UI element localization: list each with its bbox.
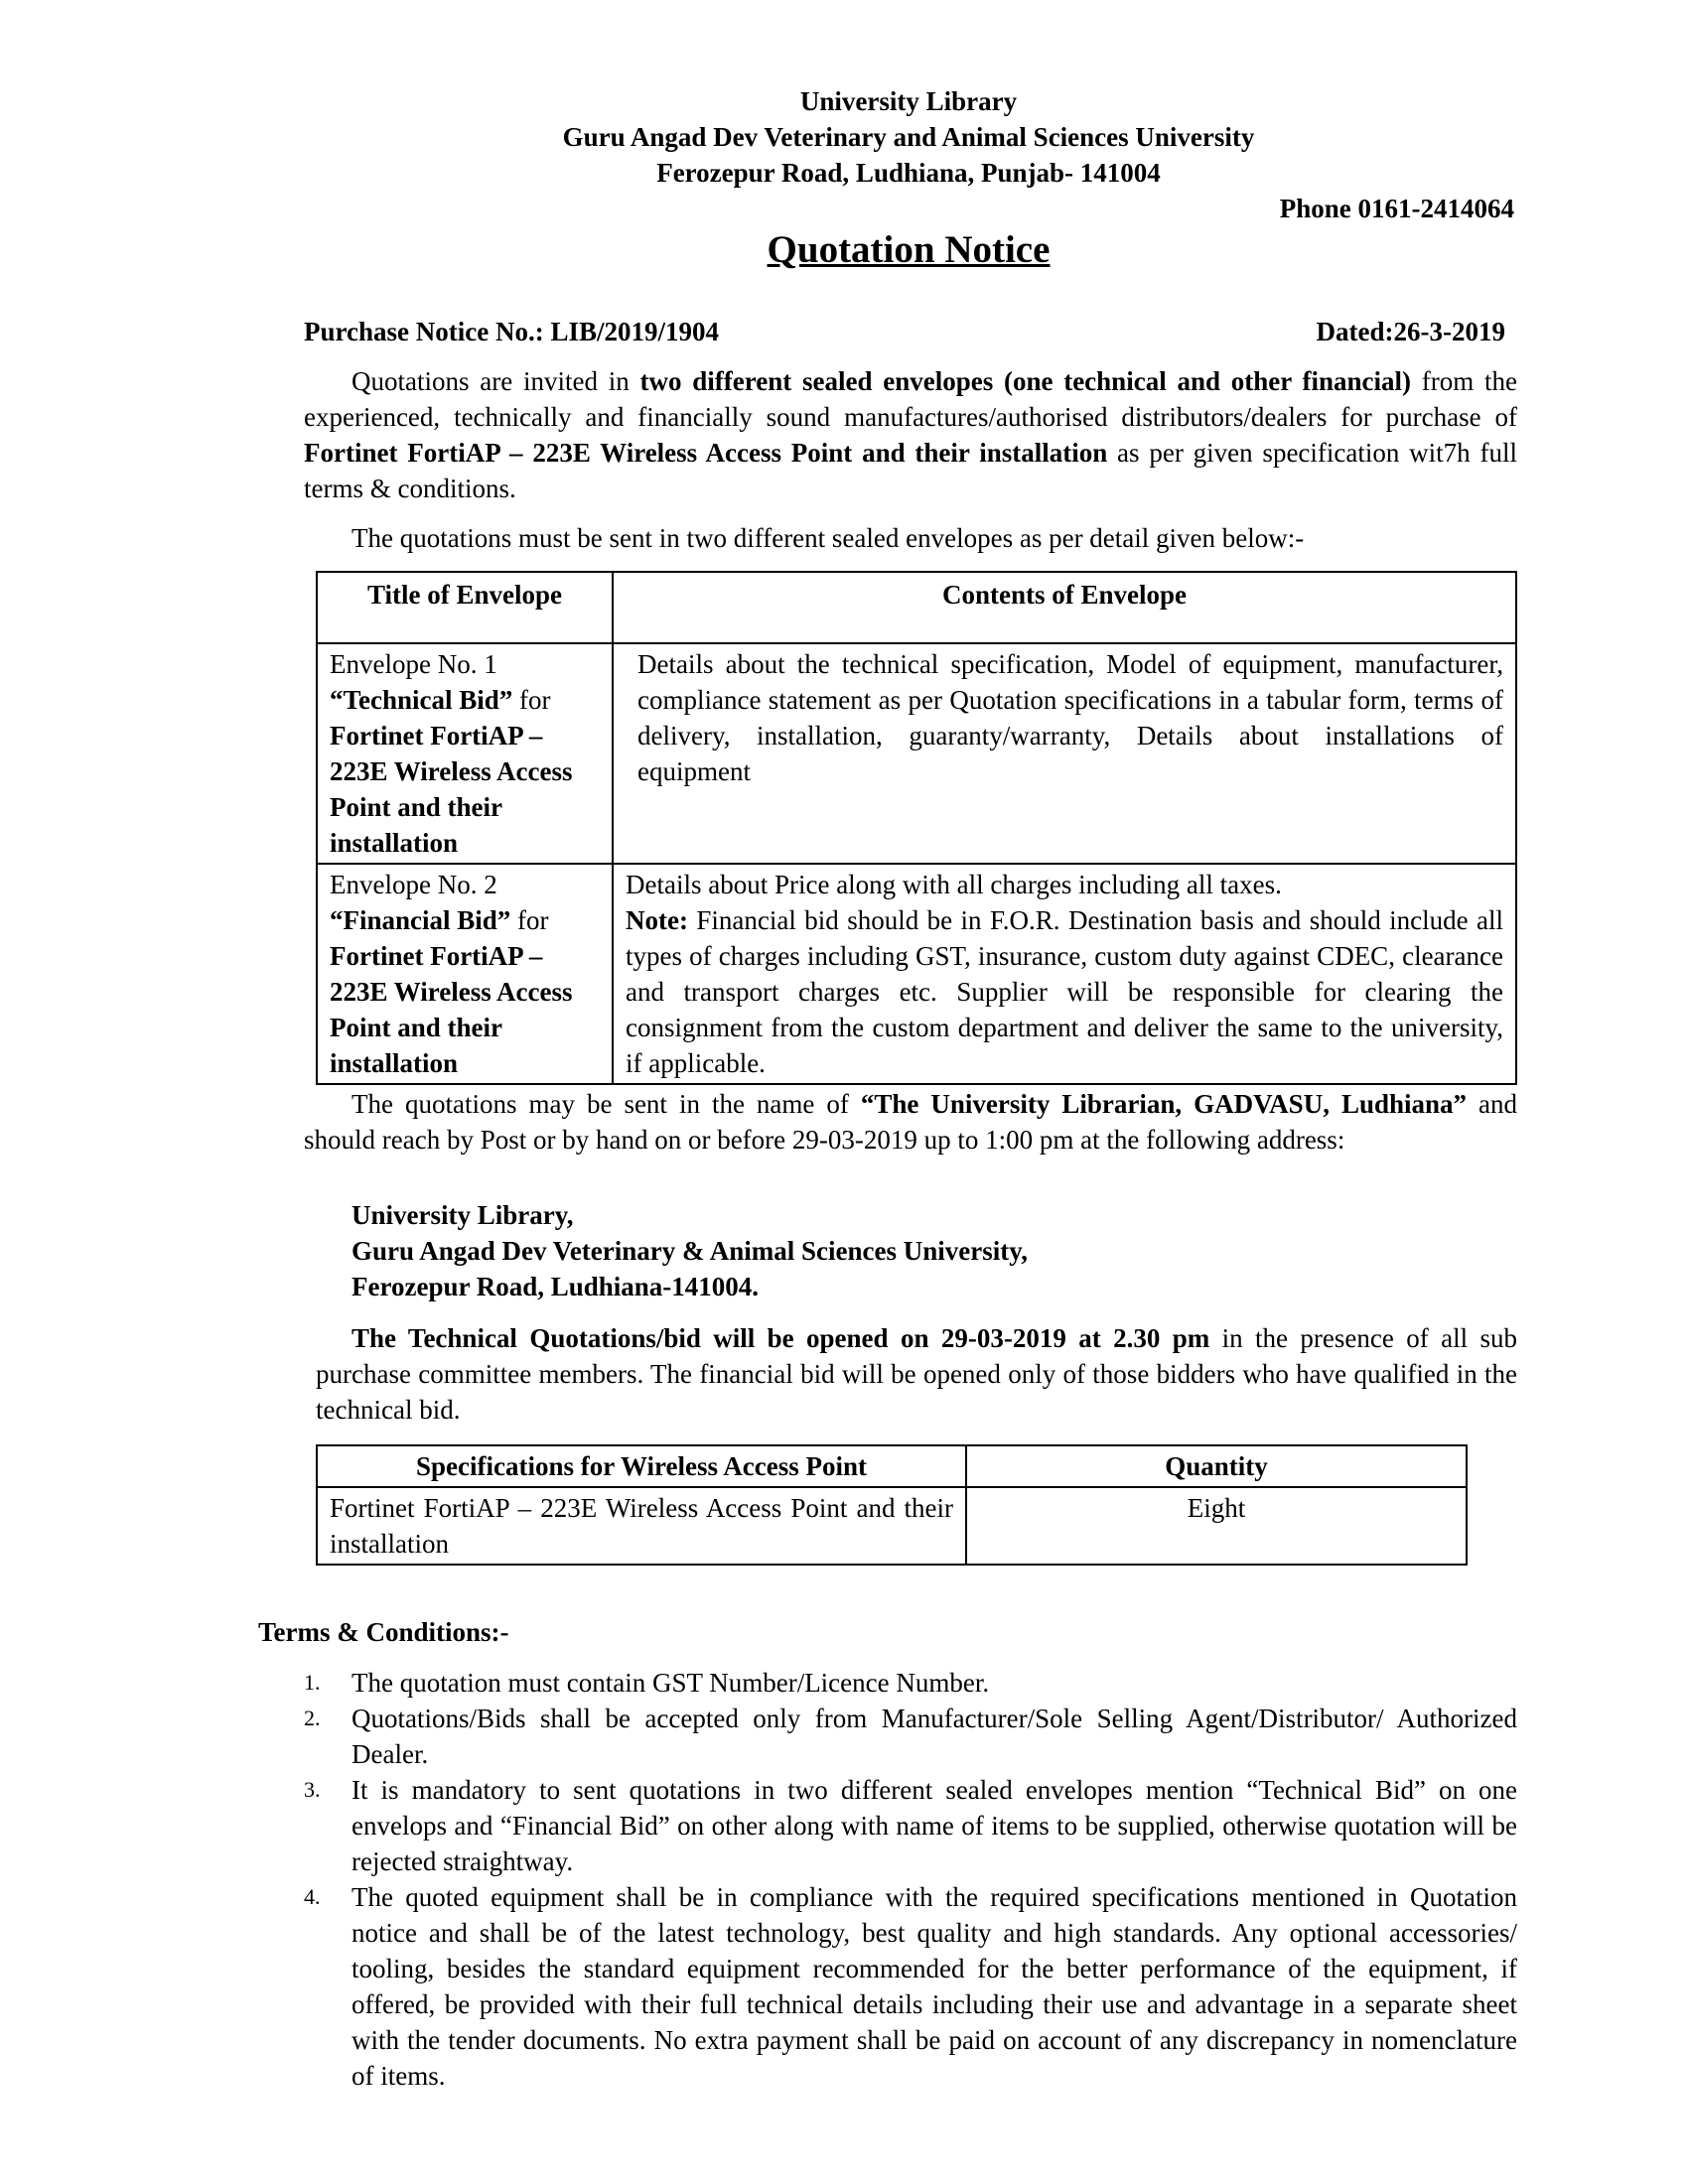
spec-header: Specifications for Wireless Access Point [317, 1445, 966, 1487]
list-item [304, 1772, 1517, 1879]
spec-cell: Fortinet FortiAP – 223E Wireless Access Point and their installation [317, 1487, 966, 1565]
envelope-2-for: for [510, 905, 549, 935]
term-number: 2. [304, 1706, 321, 1730]
term-text: It is mandatory to sent quotations in two different sealed envelopes mention “Technical Bid” on one envelops and “Financial Bid” on other along with name of items to be supplied, otherwise quotation will be rejected straightway. [352, 1775, 1517, 1876]
envelope-1-contents: Details about the technical specification, Model of equipment, manufacturer, compliance statement as per Quotation specifications in a tabular form, terms of delivery, installation, guaranty/warranty, Details about installations of equipment [613, 643, 1516, 864]
envelope-title-header: Title of Envelope [317, 572, 613, 643]
envelope-2-contents-text: Details about Price along with all charges including all taxes. [626, 870, 1282, 899]
address-line-1: University Library, [352, 1200, 574, 1230]
table-row [317, 864, 1516, 1084]
terms-list [304, 1665, 1517, 2094]
envelope-2-item: Fortinet FortiAP – 223E Wireless Access Point and their installation [330, 941, 573, 1078]
address-line-3: Ferozepur Road, Ludhiana-141004. [352, 1272, 760, 1301]
specification-table [316, 1444, 1468, 1566]
table-row [317, 1487, 1467, 1565]
envelope-2-contents [613, 864, 1516, 1084]
header-line-1: University Library [799, 86, 1018, 116]
notice-date: Dated:26-3-2019 [1316, 317, 1505, 346]
table-row [317, 643, 1516, 864]
quantity-header: Quantity [966, 1445, 1467, 1487]
spec-table-header [317, 1445, 1467, 1487]
header-line-3: Ferozepur Road, Ludhiana, Punjab- 141004 [656, 158, 1161, 188]
letterhead [0, 83, 1688, 191]
terms-title: Terms & Conditions:- [258, 1617, 509, 1647]
envelope-1-bid-type: “Technical Bid” [330, 685, 513, 715]
term-number: 1. [304, 1670, 321, 1695]
phone-number: Phone 0161-2414064 [1279, 194, 1514, 223]
header-line-2: Guru Angad Dev Veterinary and Animal Sciences University [562, 122, 1255, 152]
intro-paragraph [304, 363, 1517, 506]
send-text-b: “The University Librarian, GADVASU, Ludhiana” [860, 1089, 1468, 1119]
note-label: Note: [626, 905, 688, 935]
send-text-c: and should reach by Post or by hand on or before 29-03-2019 up to 1:00 pm at the following address: [304, 1089, 1518, 1155]
opening-paragraph [316, 1320, 1517, 1428]
list-item [304, 1701, 1517, 1772]
intro-text-d: Fortinet FortiAP – 223E Wireless Access Point and their installation [304, 438, 1108, 468]
send-paragraph [304, 1086, 1517, 1158]
envelope-1-label: Envelope No. 1 [330, 649, 497, 679]
envelope-contents-header: Contents of Envelope [613, 572, 1516, 643]
intro-text-e: as per given specification wit7h full terms & conditions. [304, 438, 1517, 503]
envelope-1-item: Fortinet FortiAP – 223E Wireless Access Point and their installation [330, 721, 573, 858]
envelope-2-title [317, 864, 613, 1084]
quantity-cell: Eight [966, 1487, 1467, 1565]
opening-bold-text: The Technical Quotations/bid will be opened on 29-03-2019 at 2.30 pm [352, 1323, 1210, 1353]
delivery-address [352, 1197, 1028, 1304]
notice-info [304, 314, 1505, 349]
intro-text-a: Quotations are invited in [352, 366, 640, 396]
note-text: Financial bid should be in F.O.R. Destination basis and should include all types of charges including GST, insurance, custom duty against CDEC, clearance and transport charges etc. Supplier will be responsible for clearing the consignment from the custom department and deliver the same to the university, if applicable. [626, 905, 1503, 1078]
term-text: The quotation must contain GST Number/Licence Number. [352, 1668, 990, 1698]
envelope-table [316, 571, 1517, 1085]
envelope-2-label: Envelope No. 2 [330, 870, 497, 899]
envelope-table-header [317, 572, 1516, 643]
list-item [304, 1879, 1517, 2094]
envelope-instruction [304, 520, 1517, 556]
address-line-2: Guru Angad Dev Veterinary & Animal Sciences University, [352, 1236, 1028, 1266]
envelope-1-title [317, 643, 613, 864]
opening-rest-text: in the presence of all sub purchase committee members. The financial bid will be opened only of those bidders who have qualified in the technical bid. [316, 1323, 1518, 1425]
envelope-instruction-text: The quotations must be sent in two different sealed envelopes as per detail given below:- [352, 523, 1305, 553]
page-title: Quotation Notice [767, 228, 1051, 271]
term-number: 4. [304, 1884, 321, 1909]
envelope-1-for: for [512, 685, 551, 715]
intro-text-c: from the experienced, technically and financially sound manufactures/authorised distributors/dealers for purchase of [304, 366, 1517, 432]
term-text: Quotations/Bids shall be accepted only from Manufacturer/Sole Selling Agent/Distributor/ Authorized Dealer. [352, 1704, 1517, 1769]
term-number: 3. [304, 1777, 321, 1802]
send-text-a: The quotations may be sent in the name of [352, 1089, 861, 1119]
term-text: The quoted equipment shall be in compliance with the required specifications mentioned in Quotation notice and shall be of the latest technology, best quality and high standards. Any optional accessories/ tooling, besides the standard equipment recommended for the better performance of the equipment, if offered, be provided with their full technical details including their use and advantage in a separate sheet with the tender documents. No extra payment shall be paid on account of any discrepancy in nomenclature of items. [352, 1882, 1517, 2091]
list-item [304, 1665, 1517, 1701]
intro-text-b: two different sealed envelopes (one technical and other financial) [639, 366, 1411, 396]
envelope-2-bid-type: “Financial Bid” [330, 905, 511, 935]
purchase-notice-number: Purchase Notice No.: LIB/2019/1904 [304, 317, 719, 346]
